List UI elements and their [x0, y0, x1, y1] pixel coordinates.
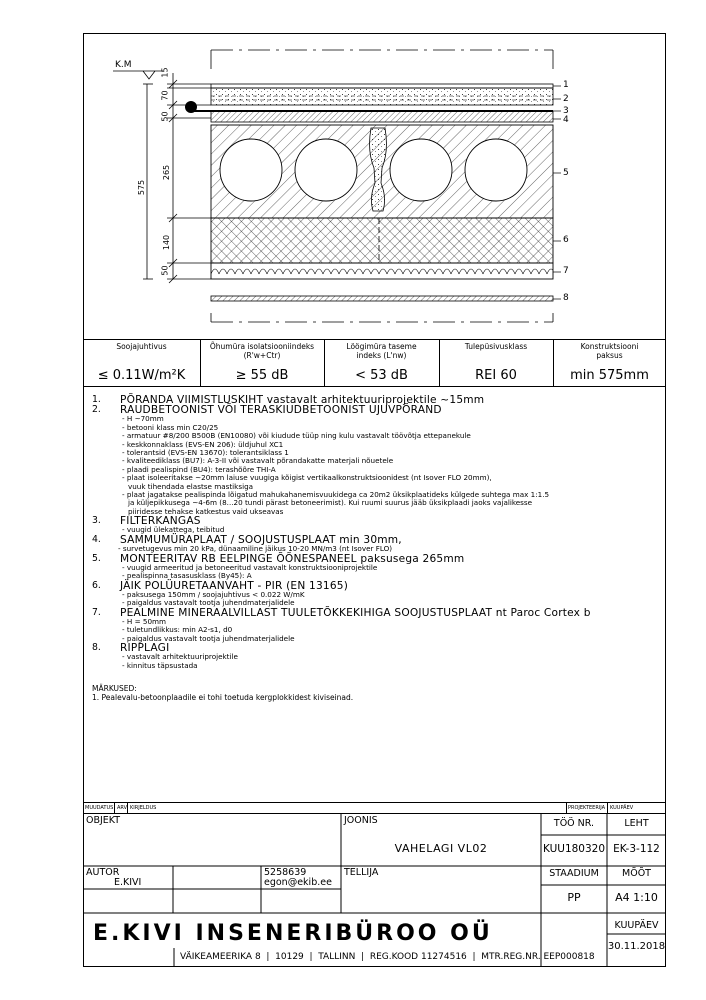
spec-number: 2. — [92, 404, 101, 416]
layer-number-5: 5 — [563, 168, 569, 178]
leht-value: EK-3-112 — [613, 843, 660, 855]
prop-thermal — [83, 340, 200, 386]
company-name: E.KIVI INSENERIBÜROO OÜ — [93, 921, 493, 946]
km-label: K.M — [115, 60, 132, 70]
spec-title: PÕRANDA VIIMISTLUSKIHT vastavalt arhitektuuriprojektile ~15mm — [120, 394, 485, 406]
dim-15: 15 — [160, 67, 170, 78]
rev-projekteerija: PROJEKTEERIJA — [568, 805, 606, 811]
notes-text: 1. Pealevalu-betoonplaadile ei tohi toetuda kergplokkidest kiviseinad. — [92, 692, 354, 702]
spec-title: MONTEERITAV RB EELPINGE ÕÕNESPANEEL paksusega 265mm — [120, 552, 465, 565]
prop-fire-class-label: Tulepüsivusklass — [464, 342, 528, 351]
layer-number-1: 1 — [563, 80, 569, 90]
spec-number: 1. — [92, 394, 101, 405]
spec-title: RIPPLAGI — [120, 641, 170, 654]
spec-line: - plaadi pealispind (BU4): terashõõre THI-A — [122, 464, 276, 474]
kuupaev-value: 30.11.2018 — [607, 941, 666, 952]
spec-number: 4. — [92, 533, 101, 545]
tellija-label: TELLIJA — [344, 867, 379, 878]
prop-airborne-sound — [200, 340, 324, 386]
layer-number-3: 3 — [563, 106, 569, 116]
spec-title: SAMMUMÜRAPLAAT / SOOJUSTUSPLAAT min 30mm, — [120, 533, 402, 546]
prop-impact-sound — [324, 340, 439, 386]
spec-line: piiridesse tehakse katkestus vaid ukseavas — [128, 506, 284, 516]
prop-fire-class-value: REI 60 — [475, 368, 517, 383]
prop-fire-class — [439, 340, 553, 386]
spec-line: - plaat jagatakse pealispinda lõigatud mahukahanemisvuukidega ca 20m2 üksikplaatideks külgede suhtega max 1:1.5 — [122, 490, 550, 500]
too-nr-label: TÖÖ NR. — [553, 818, 595, 829]
spec-title: FILTERKANGAS — [120, 515, 201, 528]
layer-number-7: 7 — [563, 266, 569, 276]
prop-thickness — [553, 340, 666, 386]
staadium-label: STAADIUM — [549, 868, 599, 879]
prop-airborne-sound-value: ≥ 55 dB — [235, 368, 289, 383]
company-address: VÄIKEAMEERIKA 8 | 10129 | TALLINN | REG.KOOD 11274516 | MTR.REG.NR. EEP000818 — [180, 952, 595, 962]
spec-item-2 — [92, 405, 652, 415]
spec-line: - vastavalt arhitektuuriprojektile — [122, 652, 238, 662]
layer-specification — [92, 395, 652, 703]
rev-divider — [127, 802, 128, 814]
rev-divider — [566, 802, 567, 814]
rev-kirjeldus: KIRJELDUS — [130, 805, 157, 811]
email-address: egon@ekib.ee — [264, 877, 332, 888]
rev-divider — [607, 802, 608, 814]
spec-item-7 — [92, 608, 652, 618]
spec-line: - plaat isoleeritakse ~20mm laiuse vuugiga kõigist vertikaalkonstruktsioonidest (nt Isover FLO 20mm), — [122, 473, 492, 483]
spec-line: - keskkonnaklass (EVS-EN 206): üldjuhul XC1 — [122, 439, 284, 449]
prop-impact-sound-label: Löögimüra taseme indeks (L'nw) — [346, 342, 417, 360]
moot-label: MÕÕT — [622, 868, 651, 879]
joonis-value: VAHELAGI VL02 — [394, 842, 488, 855]
spec-line: - paksusega 150mm / soojajuhtivus < 0.022 W/mK — [122, 589, 305, 599]
prop-thickness-label: Konstruktsiooni paksus — [580, 342, 639, 360]
spec-line: - betooni klass min C20/25 — [122, 422, 219, 432]
objekt-label: OBJEKT — [86, 815, 121, 826]
spec-number: 7. — [92, 606, 101, 618]
notes-title: MÄRKUSED: — [92, 683, 137, 693]
spec-line: - H = 50mm — [122, 616, 167, 626]
rev-kuupaev: KUUPÄEV — [610, 805, 634, 811]
rev-divider — [114, 802, 115, 814]
spec-line: - armatuur #8/200 B500B (EN10080) või kiudude tüüp ning kulu vastavalt töövõtja ettepanekule — [122, 431, 471, 441]
spec-title: PEALMINE MINERAALVILLAST TUULETÕKKEKIHIGA SOOJUSTUSPLAAT nt Paroc Cortex b — [120, 606, 591, 619]
autor-value: E.KIVI — [114, 877, 142, 888]
kuupaev-label: KUUPÄEV — [614, 920, 659, 931]
spec-line: - kvaliteediklass (BU7): A-3-II või vastavalt põrandakatte materjali nõuetele — [122, 456, 394, 466]
dim-575: 575 — [137, 179, 147, 196]
spec-number: 8. — [92, 641, 101, 653]
dim-50-bottom: 50 — [160, 265, 170, 276]
spec-number: 6. — [92, 579, 101, 591]
rev-arv: ARV — [117, 805, 128, 811]
prop-thickness-value: min 575mm — [570, 368, 649, 383]
dim-265: 265 — [162, 164, 172, 181]
spec-number: 3. — [92, 515, 101, 527]
dim-140: 140 — [162, 234, 172, 251]
layer-number-6: 6 — [563, 235, 569, 245]
prop-impact-sound-value: < 53 dB — [355, 368, 408, 383]
spec-line: - survetugevus min 20 kPa, dünaamiline jäikus 10-20 MN/m3 (nt Isover FLO) — [118, 544, 393, 554]
spec-line: - H ~70mm — [122, 414, 164, 424]
layer-number-2: 2 — [563, 94, 569, 104]
layer-number-4: 4 — [563, 115, 569, 125]
spec-line: - tolerantsid (EVS-EN 13670): tolerantsiklass 1 — [122, 448, 289, 458]
leht-label: LEHT — [624, 818, 649, 829]
layer-number-8: 8 — [563, 293, 569, 303]
autor-label: AUTOR — [86, 867, 120, 878]
too-nr-value: KUU180320 — [542, 843, 606, 855]
rev-muudatus: MUUDATUS — [85, 805, 114, 811]
spec-line: - vuugid armeeritud ja betoneeritud vastavalt konstruktsiooniprojektile — [122, 562, 378, 572]
spec-title: RAUDBETOONIST VÕI TERASKIUDBETOONIST UJUVPÕRAND — [120, 404, 442, 417]
phone-number: 5258639 — [264, 867, 307, 878]
spec-line: - pealispinna tasasusklass (By45): A — [122, 571, 252, 581]
prop-thermal-value: ≤ 0.11W/m²K — [97, 368, 186, 383]
spec-line: - paigaldus vastavalt tootja juhendmaterjalidele — [122, 633, 295, 643]
spec-title: JÄIK POLÜURETAANVAHT - PIR (EN 13165) — [120, 579, 349, 592]
spec-line: - vuugid ülekattega, teibitud — [122, 525, 225, 535]
spec-line: vuuk tihendada elastse mastiksiga — [128, 481, 254, 491]
floor-section-drawing — [83, 33, 666, 339]
staadium-value: PP — [567, 891, 581, 904]
moot-value: A4 1:10 — [615, 891, 658, 904]
dim-50-top: 50 — [160, 111, 170, 122]
spec-line: - tuletundlikkus: min A2-s1, d0 — [122, 625, 233, 635]
spec-number: 5. — [92, 552, 101, 564]
dim-70: 70 — [160, 90, 170, 101]
spec-line: - kinnitus täpsustada — [122, 660, 198, 670]
prop-airborne-sound-label: Õhumüra isolatsiooniindeks (R'w+Ctr) — [209, 342, 315, 360]
prop-thermal-label: Soojajuhtivus — [116, 342, 167, 351]
joonis-label: JOONIS — [344, 815, 378, 826]
spec-line: - paigaldus vastavalt tootja juhendmaterjalidele — [122, 598, 295, 608]
spec-line: ja küljepikkusega ~4-6m (8...20 tundi pärast betoneerimist). Kui ruumi suurus jääb üksikplaadi jaoks vajalikesse — [128, 498, 533, 508]
